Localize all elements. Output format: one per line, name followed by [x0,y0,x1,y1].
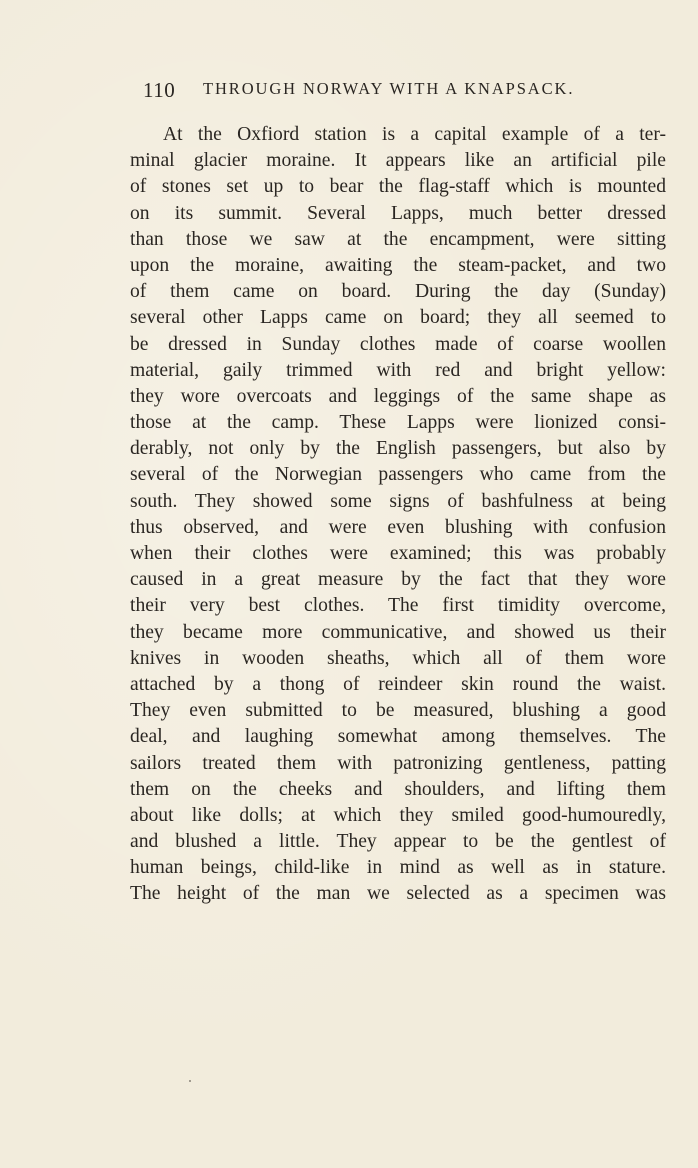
page-number: 110 [143,78,176,102]
text-line: knives in wooden sheaths, which all of them wore [130,647,666,669]
text-line: several other Lapps came on board; they all seemed to [130,307,666,329]
text-line: than those we saw at the encampment, were sitting [130,228,666,250]
text-line: when their clothes were examined; this was probably [130,543,666,564]
text-line: several of the Norwegian passengers who came from the [130,464,666,486]
text-line: they became more communicative, and showed us their [130,621,666,643]
text-line: be dressed in Sunday clothes made of coarse woollen [130,333,666,355]
text-line: them on the cheeks and shoulders, and lifting them [130,778,666,800]
text-line: their very best clothes. The first timidity overcome, [130,595,666,617]
text-line: caused in a great measure by the fact that they wore [130,569,666,591]
text-line: those at the camp. These Lapps were lionized consi- [130,412,666,434]
text-line: attached by a thong of reindeer skin round the waist. [130,673,666,695]
text-line: upon the moraine, awaiting the steam-packet, and two [130,254,666,276]
text-line: deal, and laughing somewhat among themselves. The [130,726,666,748]
text-line: sailors treated them with patronizing gentleness, patting [130,752,666,774]
text-line: material, gaily trimmed with red and bright yellow: [130,359,666,381]
text-line: derably, not only by the English passengers, but also by [130,438,666,460]
text-line: they wore overcoats and leggings of the same shape as [130,385,666,407]
text-line: about like dolls; at which they smiled good-humouredly, [130,804,666,826]
text-line: thus observed, and were even blushing with confusion [130,516,666,538]
text-line: of them came on board. During the day (Sunday) [130,281,666,303]
text-line: on its summit. Several Lapps, much better dressed [130,202,666,224]
paper-speck [189,1080,191,1082]
text-line: human beings, child-like in mind as well as in stature. [130,857,666,879]
text-line: They even submitted to be measured, blushing a good [130,700,666,722]
body-text [130,122,666,908]
text-line: At the Oxfiord station is a capital example of a ter- [163,124,666,145]
text-line: The height of the man we selected as a specimen was [130,883,666,905]
running-title: THROUGH NORWAY WITH A KNAPSACK. [203,79,575,98]
text-line: and blushed a little. They appear to be the gentlest of [130,831,666,853]
running-head [143,78,663,108]
text-line: south. They showed some signs of bashfulness at being [130,490,666,512]
text-line: of stones set up to bear the flag-staff which is mounted [130,176,666,198]
text-line: minal glacier moraine. It appears like an artificial pile [130,150,666,172]
